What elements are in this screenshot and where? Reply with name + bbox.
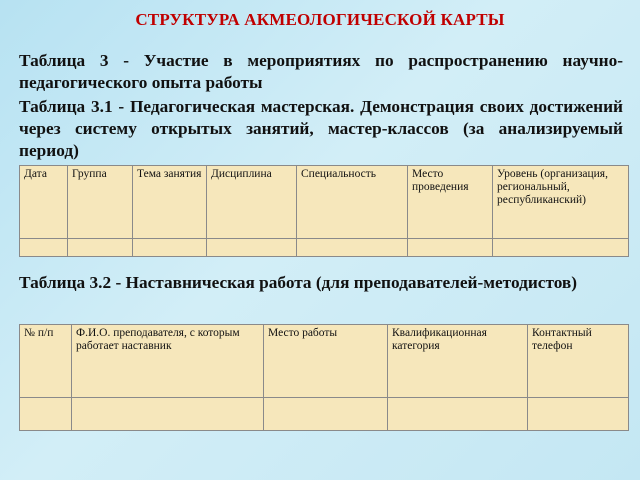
- table31-caption: Таблица 3.1 - Педагогическая мастерская. Демонстрация своих достижений через систему открытых занятий, мастер-классов (за анализируемый период): [19, 97, 623, 160]
- header-number: № п/п: [20, 325, 72, 398]
- table-cell[interactable]: [493, 239, 629, 257]
- table-cell[interactable]: [207, 239, 297, 257]
- table-row: [20, 398, 629, 431]
- header-topic: Тема занятия: [133, 166, 207, 239]
- slide-title: СТРУКТУРА АКМЕОЛОГИЧЕСКОЙ КАРТЫ: [135, 10, 505, 29]
- header-date: Дата: [20, 166, 68, 239]
- table-cell[interactable]: [388, 398, 528, 431]
- table-header-row: [20, 325, 629, 398]
- table-row: [20, 239, 629, 257]
- header-group: Группа: [68, 166, 133, 239]
- table-cell[interactable]: [68, 239, 133, 257]
- table-3-2: [19, 324, 629, 431]
- table-cell[interactable]: [72, 398, 264, 431]
- table3-caption: Таблица 3 - Участие в мероприятиях по распространению научно-педагогического опыта работы: [19, 51, 623, 92]
- table-cell[interactable]: [408, 239, 493, 257]
- table-3-1: [19, 165, 629, 257]
- table-header-row: [20, 166, 629, 239]
- header-discipline: Дисциплина: [207, 166, 297, 239]
- table-cell[interactable]: [133, 239, 207, 257]
- table-cell[interactable]: [20, 398, 72, 431]
- header-workplace: Место работы: [264, 325, 388, 398]
- header-teacher-name: Ф.И.О. преподавателя, с которым работает наставник: [72, 325, 264, 398]
- table32-caption: Таблица 3.2 - Наставническая работа (для преподавателей-методистов): [19, 273, 578, 292]
- table-cell[interactable]: [528, 398, 629, 431]
- table-cell[interactable]: [20, 239, 68, 257]
- header-specialty: Специальность: [297, 166, 408, 239]
- header-category: Квалификационная категория: [388, 325, 528, 398]
- header-venue: Место проведения: [408, 166, 493, 239]
- table-cell[interactable]: [297, 239, 408, 257]
- header-phone: Контактный телефон: [528, 325, 629, 398]
- header-level: Уровень (организация, региональный, республиканский): [493, 166, 629, 239]
- table-cell[interactable]: [264, 398, 388, 431]
